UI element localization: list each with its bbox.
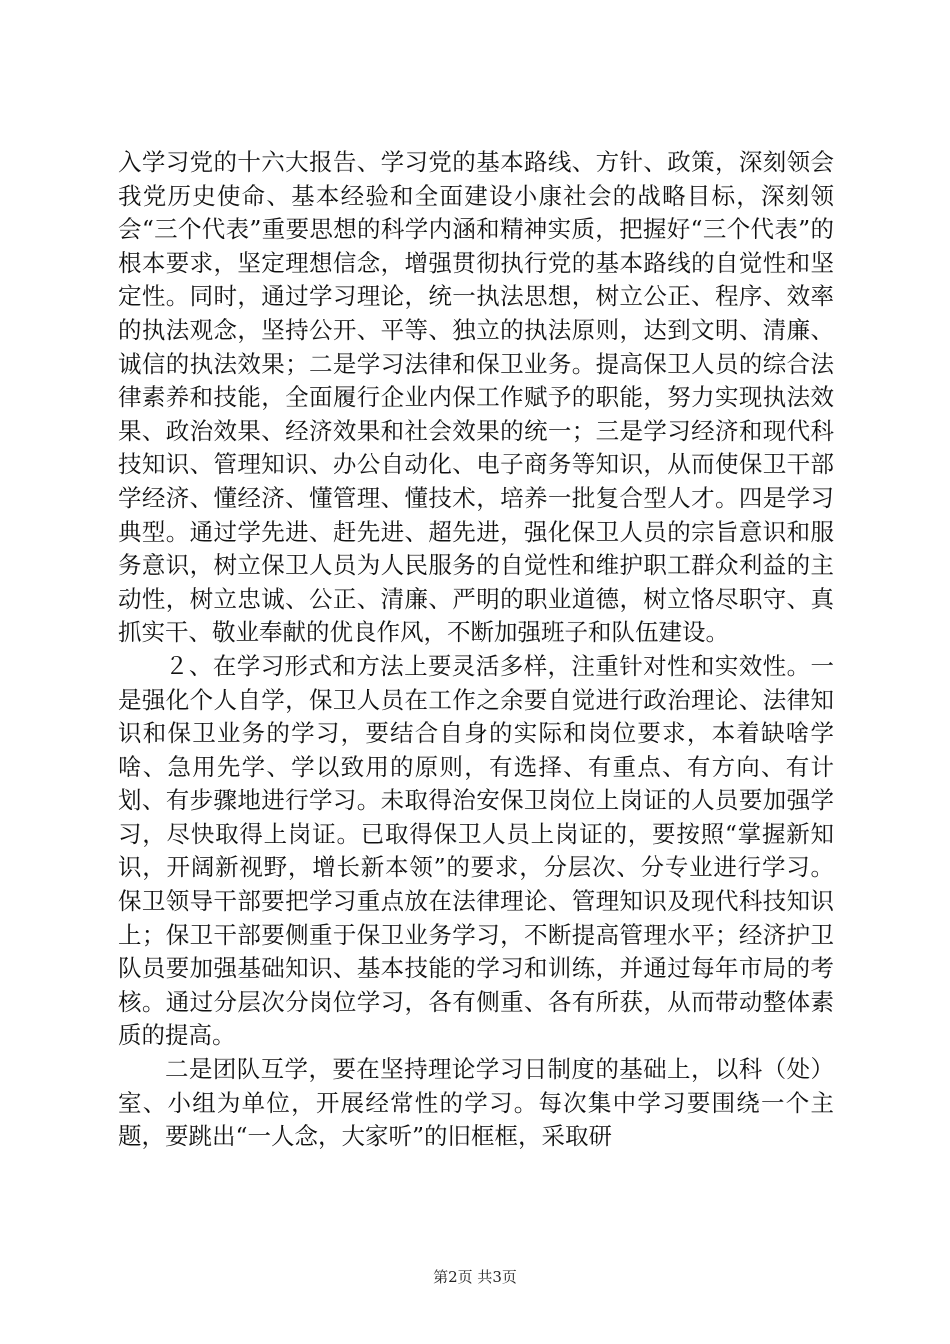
document-body — [118, 146, 834, 1154]
paragraph-2: ２、在学习形式和方法上要灵活多样，注重针对性和实效性。一是强化个人自学，保卫人员在工作之余要自觉进行政治理论、法律知识和保卫业务的学习，要结合自身的实际和岗位要求，本着缺啥学啥、急用先学、学以致用的原则，有选择、有重点、有方向、有计划、有步骤地进行学习。未取得治安保卫岗位上岗证的人员要加强学习，尽快取得上岗证。已取得保卫人员上岗证的，要按照“掌握新知识，开阔新视野，增长新本领”的要求，分层次、分专业进行学习。保卫领导干部要把学习重点放在法律理论、管理知识及现代科技知识上；保卫干部要侧重于保卫业务学习，不断提高管理水平；经济护卫队员要加强基础知识、基本技能的学习和训练，并通过每年市局的考核。通过分层次分岗位学习，各有侧重、各有所获，从而带动整体素质的提高。 — [118, 651, 834, 1050]
page-number-footer: 第2页 共3页 — [433, 1268, 517, 1286]
paragraph-1: 入学习党的十六大报告、学习党的基本路线、方针、政策，深刻领会我党历史使命、基本经验和全面建设小康社会的战略目标，深刻领会“三个代表”重要思想的科学内涵和精神实质，把握好“三个代表”的根本要求，坚定理想信念，增强贯彻执行党的基本路线的自觉性和坚定性。同时，通过学习理论，统一执法思想，树立公正、程序、效率的执法观念，坚持公开、平等、独立的执法原则，达到文明、清廉、诚信的执法效果；二是学习法律和保卫业务。提高保卫人员的综合法律素养和技能，全面履行企业内保工作赋予的职能，努力实现执法效果、政治效果、经济效果和社会效果的统一；三是学习经济和现代科技知识、管理知识、办公自动化、电子商务等知识，从而使保卫干部学经济、懂经济、懂管理、懂技术，培养一批复合型人才。四是学习典型。通过学先进、赶先进、超先进，强化保卫人员的宗旨意识和服务意识，树立保卫人员为人民服务的自觉性和维护职工群众利益的主动性，树立忠诚、公正、清廉、严明的职业道德，树立恪尽职守、真抓实干、敬业奉献的优良作风，不断加强班子和队伍建设。 — [118, 148, 834, 647]
paragraph-3: 二是团队互学，要在坚持理论学习日制度的基础上，以科（处）室、小组为单位，开展经常性的学习。每次集中学习要围绕一个主题，要跳出“一人念，大家听”的旧框框，采取研 — [118, 1055, 834, 1151]
